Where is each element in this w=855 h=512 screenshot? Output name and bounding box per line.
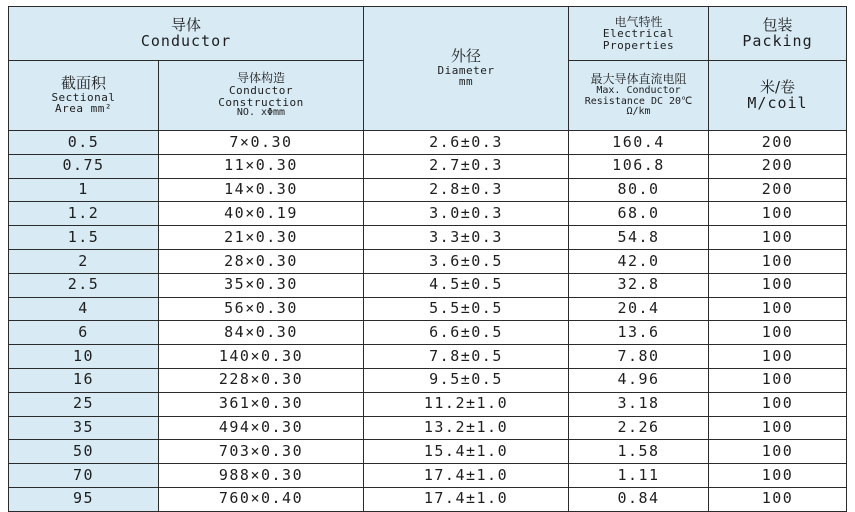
packing-header-cn2: 米/卷	[759, 77, 796, 96]
electrical-header	[569, 7, 709, 61]
construction-cell: 56×0.30	[159, 297, 364, 321]
resistance-cell: 4.96	[569, 368, 709, 392]
packing-cell: 200	[709, 131, 847, 155]
diameter-cell: 4.5±0.5	[364, 273, 569, 297]
area-cell: 10	[9, 345, 159, 369]
packing-cell: 100	[709, 345, 847, 369]
electrical-header-cn: 电气特性	[614, 14, 663, 29]
diameter-cell: 17.4±1.0	[364, 464, 569, 488]
resistance-cell: 80.0	[569, 178, 709, 202]
resistance-cell: 20.4	[569, 297, 709, 321]
area-cell: 25	[9, 392, 159, 416]
resistance-cell: 13.6	[569, 321, 709, 345]
packing-header-en: Packing	[742, 31, 813, 50]
diameter-header-cn: 外径	[450, 47, 481, 66]
conductor-header-cn: 导体	[170, 15, 201, 34]
resistance-header-cn: 最大导体直流电阻	[590, 72, 687, 87]
diameter-cell: 13.2±1.0	[364, 416, 569, 440]
construction-cell: 35×0.30	[159, 273, 364, 297]
construction-header	[159, 61, 364, 131]
area-header-cn: 截面积	[60, 74, 106, 93]
area-cell: 1	[9, 178, 159, 202]
table-row	[9, 368, 847, 392]
area-cell: 70	[9, 464, 159, 488]
packing-cell: 100	[709, 368, 847, 392]
resistance-cell: 1.11	[569, 464, 709, 488]
table-row	[9, 321, 847, 345]
construction-cell: 228×0.30	[159, 368, 364, 392]
diameter-cell: 17.4±1.0	[364, 487, 569, 511]
resistance-header-en2: Resistance DC 20℃	[584, 95, 693, 107]
table-row	[9, 178, 847, 202]
area-cell: 0.75	[9, 154, 159, 178]
resistance-cell: 1.58	[569, 440, 709, 464]
resistance-cell: 68.0	[569, 202, 709, 226]
resistance-cell: 106.8	[569, 154, 709, 178]
area-cell: 1.5	[9, 226, 159, 250]
area-cell: 2	[9, 249, 159, 273]
area-cell: 16	[9, 368, 159, 392]
packing-cell: 100	[709, 249, 847, 273]
diameter-header-unit: mm	[458, 75, 474, 89]
construction-cell: 40×0.19	[159, 202, 364, 226]
resistance-cell: 32.8	[569, 273, 709, 297]
resistance-cell: 2.26	[569, 416, 709, 440]
area-cell: 2.5	[9, 273, 159, 297]
resistance-header-unit: Ω/km	[626, 106, 651, 118]
diameter-header-en: Diameter	[437, 63, 495, 77]
packing-cell: 100	[709, 440, 847, 464]
table-row	[9, 297, 847, 321]
electrical-header-en2: Properties	[602, 38, 675, 52]
resistance-cell: 160.4	[569, 131, 709, 155]
construction-cell: 28×0.30	[159, 249, 364, 273]
packing-cell: 100	[709, 487, 847, 511]
table-row	[9, 202, 847, 226]
diameter-cell: 2.7±0.3	[364, 154, 569, 178]
construction-cell: 11×0.30	[159, 154, 364, 178]
diameter-cell: 15.4±1.0	[364, 440, 569, 464]
table-row	[9, 345, 847, 369]
resistance-cell: 7.80	[569, 345, 709, 369]
resistance-header-en1: Max. Conductor	[596, 85, 681, 97]
table-row	[9, 273, 847, 297]
diameter-cell: 3.3±0.3	[364, 226, 569, 250]
area-cell: 6	[9, 321, 159, 345]
diameter-cell: 3.6±0.5	[364, 249, 569, 273]
packing-cell: 100	[709, 226, 847, 250]
table-row	[9, 464, 847, 488]
construction-cell: 140×0.30	[159, 345, 364, 369]
table-row	[9, 440, 847, 464]
packing-cell: 100	[709, 321, 847, 345]
diameter-cell: 9.5±0.5	[364, 368, 569, 392]
construction-cell: 703×0.30	[159, 440, 364, 464]
area-cell: 1.2	[9, 202, 159, 226]
packing-header-unit: M/coil	[747, 93, 808, 112]
electrical-header-en1: Electrical	[602, 27, 675, 41]
spec-table-container	[8, 6, 847, 512]
packing-cell: 100	[709, 297, 847, 321]
packing-cell: 100	[709, 392, 847, 416]
table-row	[9, 226, 847, 250]
construction-header-unit: NO. xΦmm	[236, 107, 286, 119]
construction-header-en2: Construction	[218, 95, 304, 109]
packing-unit-header	[709, 61, 847, 131]
packing-header	[709, 7, 847, 61]
construction-cell: 7×0.30	[159, 131, 364, 155]
area-header-en1: Sectional	[51, 90, 116, 104]
packing-cell: 200	[709, 154, 847, 178]
resistance-header	[569, 61, 709, 131]
packing-cell: 100	[709, 273, 847, 297]
construction-cell: 14×0.30	[159, 178, 364, 202]
area-cell: 4	[9, 297, 159, 321]
diameter-cell: 11.2±1.0	[364, 392, 569, 416]
conductor-header-en: Conductor	[140, 31, 232, 50]
diameter-cell: 6.6±0.5	[364, 321, 569, 345]
construction-cell: 84×0.30	[159, 321, 364, 345]
resistance-cell: 3.18	[569, 392, 709, 416]
packing-header-cn: 包装	[762, 15, 793, 34]
area-cell: 35	[9, 416, 159, 440]
resistance-cell: 54.8	[569, 226, 709, 250]
diameter-cell: 2.8±0.3	[364, 178, 569, 202]
area-header	[9, 61, 159, 131]
resistance-cell: 42.0	[569, 249, 709, 273]
diameter-cell: 2.6±0.3	[364, 131, 569, 155]
table-row	[9, 249, 847, 273]
packing-cell: 100	[709, 416, 847, 440]
spec-table-body	[9, 131, 847, 512]
table-row	[9, 392, 847, 416]
diameter-cell: 5.5±0.5	[364, 297, 569, 321]
resistance-cell: 0.84	[569, 487, 709, 511]
construction-cell: 988×0.30	[159, 464, 364, 488]
diameter-cell: 3.0±0.3	[364, 202, 569, 226]
area-header-en2: Area mm²	[55, 102, 112, 116]
packing-cell: 200	[709, 178, 847, 202]
cable-spec-table	[8, 6, 847, 512]
diameter-cell: 7.8±0.5	[364, 345, 569, 369]
construction-cell: 494×0.30	[159, 416, 364, 440]
header-row-top	[9, 7, 847, 61]
packing-cell: 100	[709, 464, 847, 488]
area-cell: 95	[9, 487, 159, 511]
construction-header-cn: 导体构造	[236, 71, 285, 86]
construction-cell: 760×0.40	[159, 487, 364, 511]
conductor-header	[9, 7, 364, 61]
diameter-header	[364, 7, 569, 131]
table-row	[9, 131, 847, 155]
construction-cell: 361×0.30	[159, 392, 364, 416]
construction-header-en1: Conductor	[228, 84, 294, 97]
packing-cell: 100	[709, 202, 847, 226]
construction-cell: 21×0.30	[159, 226, 364, 250]
table-row	[9, 154, 847, 178]
area-cell: 50	[9, 440, 159, 464]
table-row	[9, 416, 847, 440]
area-cell: 0.5	[9, 131, 159, 155]
table-row	[9, 487, 847, 511]
